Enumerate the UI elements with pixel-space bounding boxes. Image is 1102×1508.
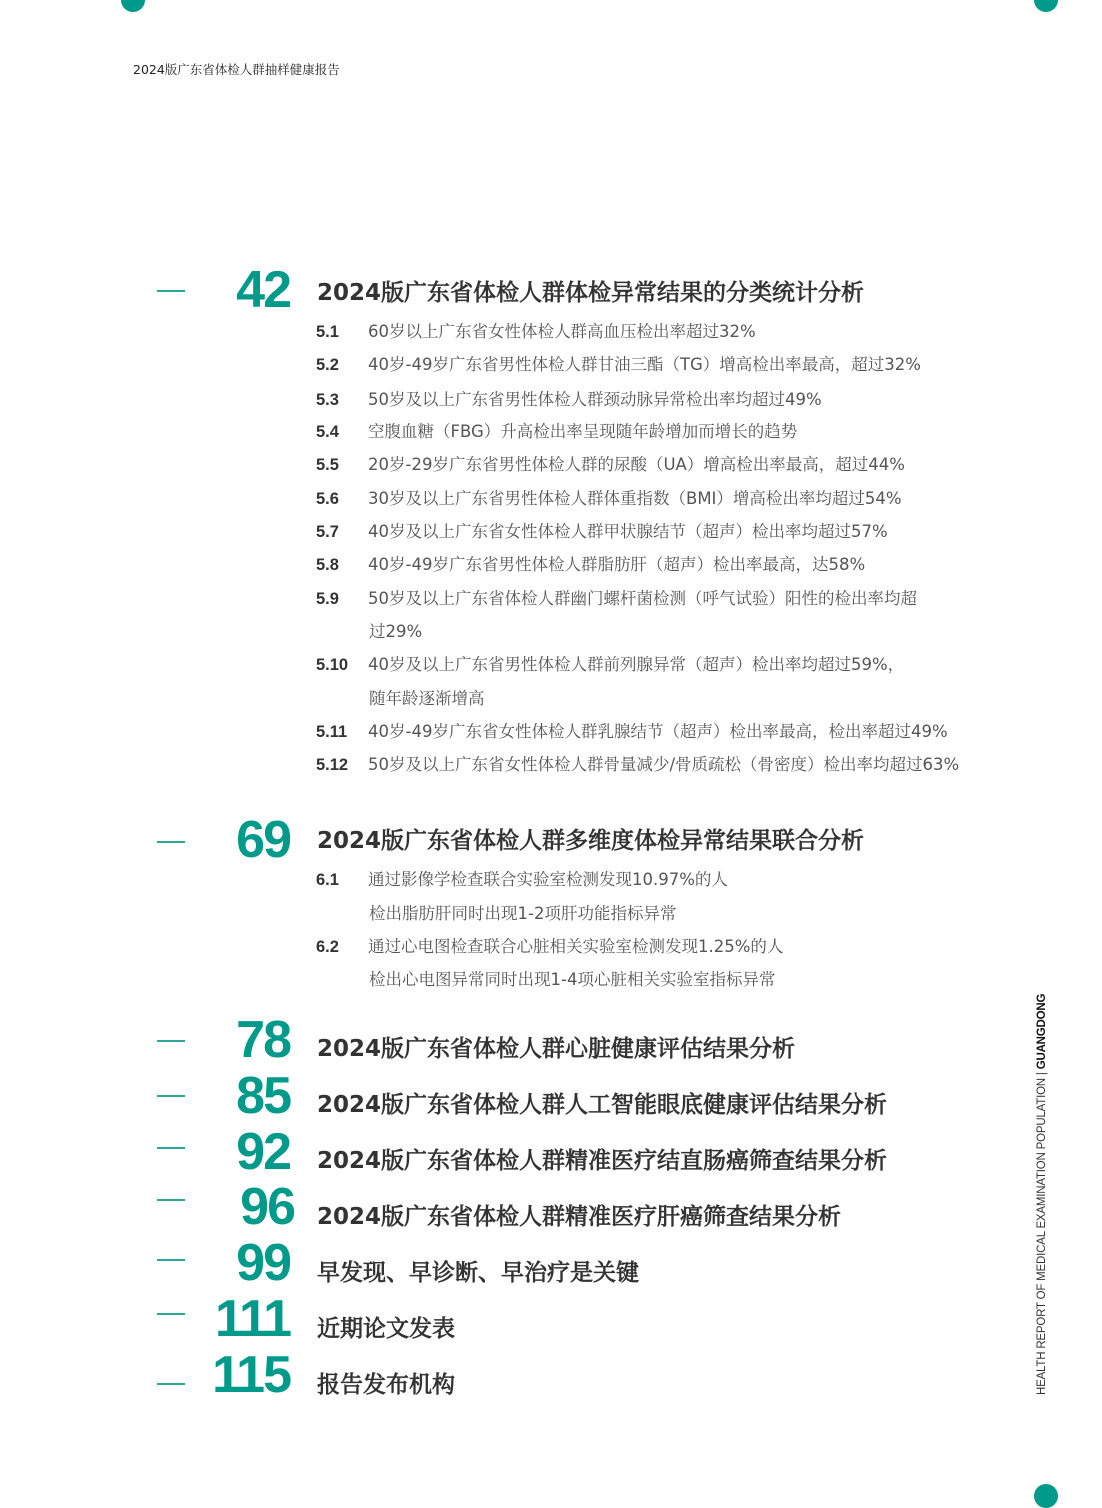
vertical-side-caption [1036, 994, 1048, 1395]
toc-subitem[interactable] [316, 318, 756, 342]
subitem-text: 40岁及以上广东省男性体检人群前列腺异常（超声）检出率均超过59%， [368, 655, 905, 674]
subitem-text: 50岁及以上广东省体检人群幽门螺杆菌检测（呼气试验）阳性的检出率均超 [368, 589, 917, 608]
toc-dash [157, 1199, 185, 1201]
subitem-text: 空腹血糖（FBG）升高检出率呈现随年龄增加而增长的趋势 [368, 422, 798, 441]
toc-subitem[interactable] [316, 585, 917, 609]
subitem-text-continued: 过29% [369, 622, 423, 641]
toc-page-number: 85 [236, 1067, 290, 1125]
subitem-number: 5.2 [316, 356, 339, 374]
subitem-number: 5.6 [316, 490, 339, 508]
subitem-number: 5.3 [316, 391, 339, 409]
subitem-number: 5.9 [316, 590, 339, 608]
toc-subitem[interactable] [316, 751, 959, 775]
toc-title: 2024版广东省体检人群多维度体检异常结果联合分析 [317, 828, 865, 854]
subitem-number: 5.5 [316, 456, 339, 474]
subitem-text: 30岁及以上广东省男性体检人群体重指数（BMI）增高检出率均超过54% [368, 489, 902, 508]
subitem-number: 5.10 [316, 656, 349, 674]
subitem-number: 5.12 [316, 756, 349, 774]
subitem-number: 5.11 [316, 723, 348, 741]
toc-page-number: 92 [236, 1123, 290, 1181]
toc-subitem[interactable] [316, 386, 822, 410]
subitem-text: 40岁-49岁广东省女性体检人群乳腺结节（超声）检出率最高，检出率超过49% [368, 722, 948, 741]
toc-page-number: 96 [240, 1178, 294, 1236]
subitem-text-continued: 检出心电图异常同时出现1-4项心脏相关实验室指标异常 [369, 970, 776, 989]
subitem-number: 5.1 [316, 323, 339, 341]
toc-dash [157, 841, 185, 843]
side-caption-right: GUANGDONG [1036, 993, 1048, 1070]
subitem-text: 40岁-49岁广东省男性体检人群脂肪肝（超声）检出率最高，达58% [368, 555, 866, 574]
subitem-text: 40岁及以上广东省女性体检人群甲状腺结节（超声）检出率均超过57% [368, 522, 888, 541]
subitem-text: 40岁-49岁广东省男性体检人群甘油三酯（TG）增高检出率最高，超过32% [368, 355, 921, 374]
toc-subitem[interactable] [316, 351, 921, 375]
subitem-text: 50岁及以上广东省女性体检人群骨量减少/骨质疏松（骨密度）检出率均超过63% [368, 755, 960, 774]
subitem-text: 通过影像学检查联合实验室检测发现10.97%的人 [368, 870, 728, 889]
subitem-text: 通过心电图检查联合心脏相关实验室检测发现1.25%的人 [368, 937, 784, 956]
subitem-number: 5.4 [316, 423, 339, 441]
decorative-dot-bottom-right [1034, 1484, 1058, 1508]
toc-title: 2024版广东省体检人群人工智能眼底健康评估结果分析 [317, 1092, 888, 1118]
toc-subitem[interactable] [316, 451, 905, 475]
toc-page-number: 42 [236, 261, 290, 319]
decorative-dot-top-left [121, 0, 145, 12]
subitem-text-continued: 检出脂肪肝同时出现1-2项肝功能指标异常 [369, 904, 677, 923]
toc-title: 2024版广东省体检人群体检异常结果的分类统计分析 [317, 280, 865, 306]
subitem-number: 6.2 [316, 938, 339, 956]
subitem-number: 5.8 [316, 556, 339, 574]
toc-title: 2024版广东省体检人群精准医疗肝癌筛查结果分析 [317, 1204, 842, 1230]
toc-subitem[interactable] [316, 866, 728, 890]
toc-dash [157, 1259, 185, 1261]
toc-dash [157, 1095, 185, 1097]
toc-subitem[interactable] [316, 485, 902, 509]
subitem-text-continued: 随年龄逐渐增高 [369, 689, 485, 708]
subitem-number: 5.7 [316, 523, 339, 541]
toc-subitem[interactable] [316, 933, 783, 957]
toc-dash [157, 1040, 185, 1042]
toc-dash [157, 1383, 185, 1385]
toc-page-number: 78 [236, 1011, 290, 1069]
toc-subitem[interactable] [316, 518, 888, 542]
toc-title: 2024版广东省体检人群精准医疗结直肠癌筛查结果分析 [317, 1148, 888, 1174]
side-caption-separator: | [1036, 1072, 1048, 1076]
toc-title: 报告发布机构 [317, 1372, 455, 1398]
toc-title: 早发现、早诊断、早治疗是关键 [317, 1260, 639, 1286]
toc-page-number: 69 [236, 811, 290, 869]
subitem-number: 6.1 [316, 871, 339, 889]
toc-subitem[interactable] [316, 418, 797, 442]
toc-dash [157, 1147, 185, 1149]
toc-page-number: 111 [214, 1290, 290, 1348]
toc-dash [157, 290, 185, 292]
subitem-text: 20岁-29岁广东省男性体检人群的尿酸（UA）增高检出率最高，超过44% [368, 455, 905, 474]
side-caption-left: HEALTH REPORT OF MEDICAL EXAMINATION POPULATION [1036, 1078, 1048, 1395]
toc-page-number: 99 [236, 1234, 290, 1292]
toc-title: 2024版广东省体检人群心脏健康评估结果分析 [317, 1036, 796, 1062]
toc-title: 近期论文发表 [317, 1316, 455, 1342]
toc-dash [157, 1313, 185, 1315]
toc-subitem[interactable] [316, 651, 904, 675]
toc-subitem[interactable] [316, 718, 948, 742]
report-header-title: 2024版广东省体检人群抽样健康报告 [133, 62, 340, 77]
toc-page-number: 115 [212, 1346, 290, 1404]
decorative-dot-top-right [1034, 0, 1058, 12]
toc-subitem[interactable] [316, 551, 865, 575]
subitem-text: 60岁以上广东省女性体检人群高血压检出率超过32% [368, 322, 756, 341]
subitem-text: 50岁及以上广东省男性体检人群颈动脉异常检出率均超过49% [368, 390, 822, 409]
